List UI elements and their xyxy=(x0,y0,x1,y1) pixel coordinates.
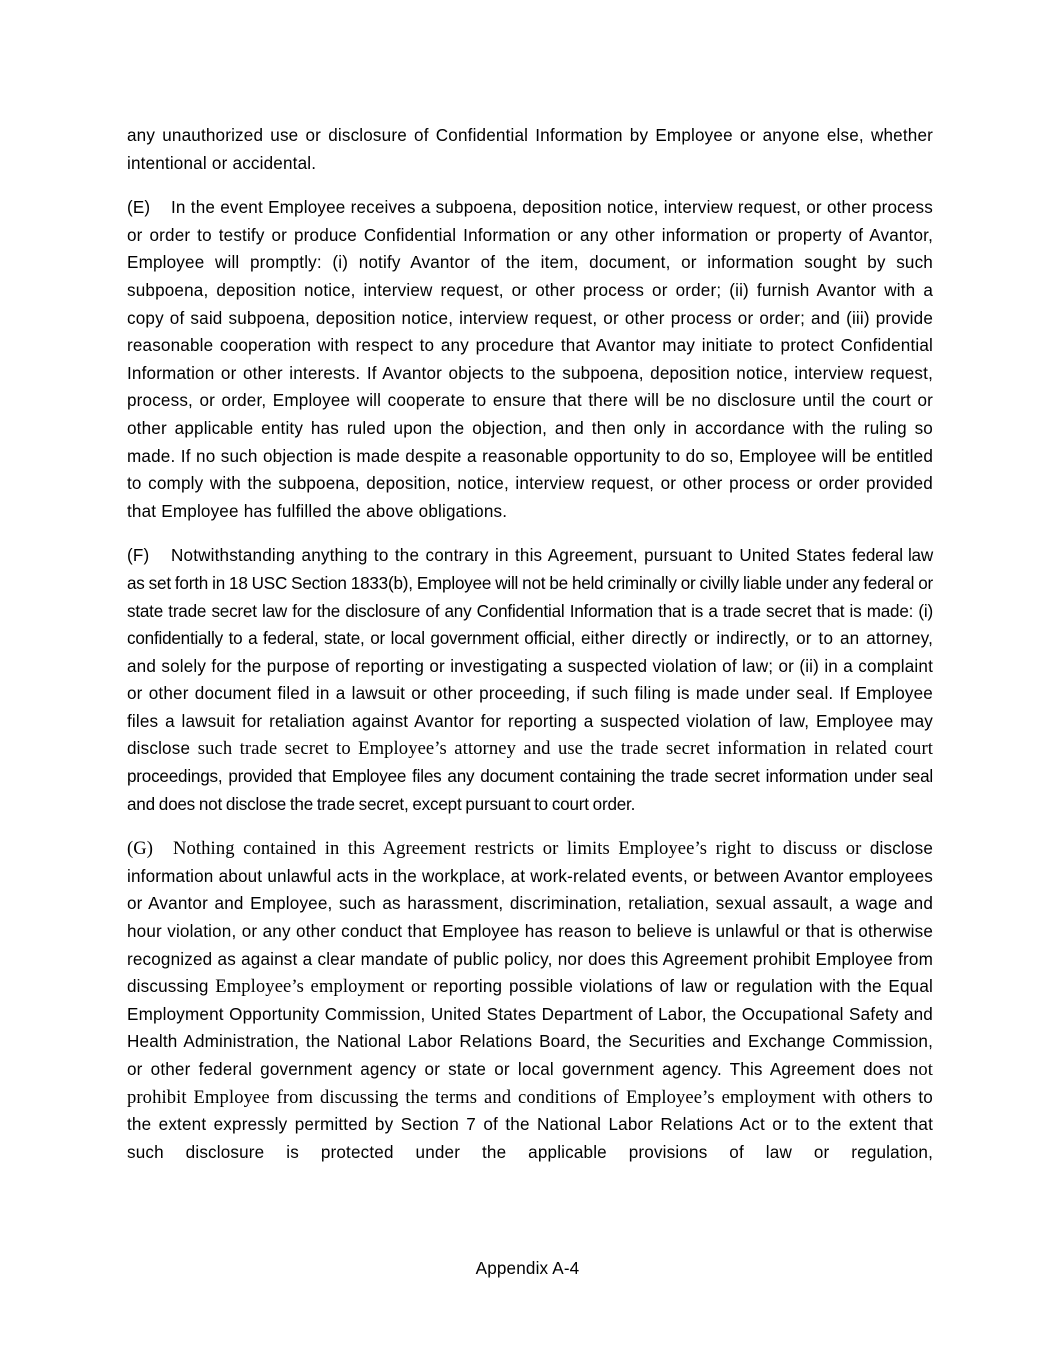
clause-g-seg-1: disclose information about unlawful acts in the workplace, at work-related events, or between Avantor employees or Avantor and Employee, such as harassment, discrimination, retaliation, sexual assault, a wage and hour violation, or any other conduct that Employee has reason to believe is unlawful or that is otherwise recognized as against a clear mandate of public policy, nor does this Agreement prohibit Employee from discussing xyxy=(127,839,933,997)
clause-g-seg-4-serif: not prohibit Employee from discussing the terms and conditions of Employee’s employment with xyxy=(127,1059,933,1108)
clause-g-seg-3: reporting possible violations of law or regulation with the Equal Employment Opportunity Commission, United States Department of Labor, the Occupational Safety and Health Administration, the National Labor Relations Board, the Securities and Exchange Commission, or other federal government agency or state or local government agency. This Agreement does xyxy=(127,977,933,1079)
clause-g-seg-0-serif: Nothing contained in this Agreement restricts or limits Employee’s right to discuss or xyxy=(173,838,870,860)
page-footer xyxy=(0,1255,1055,1283)
clause-marker-g: (G) xyxy=(127,838,154,860)
clause-f-seg-4: proceedings, provided that Employee files any document containing the trade secret information under seal and does not disclose the trade secret, except pursuant to court order. xyxy=(127,767,933,814)
clause-f-seg-1: federal law as set forth in 18 USC Section 1833(b), Employee will not be held criminally or civilly liable under any federal or state trade secret law for the disclosure of any Confidential Information that is a trade secret that is made: (i) confidentially to a federal, state, or local government official, xyxy=(127,546,933,649)
clause-marker-f: (F) xyxy=(127,546,150,566)
paragraph-continuation xyxy=(127,122,933,177)
paragraph-continuation-text: any unauthorized use or disclosure of Confidential Information by Employee or anyone else, whether intentional or accidental. xyxy=(127,126,933,173)
clause-f-seg-2: either directly or indirectly, or to an attorney, and solely for the purpose of reporting or investigating a suspected violation of law; or (ii) in a complaint or other document filed in a lawsuit or other proceeding, if such filing is made under seal. If Employee files a lawsuit for retaliation against Avantor for reporting a suspected violation of law, Employee may disclose xyxy=(127,629,933,759)
clause-marker-e: (E) xyxy=(127,198,151,218)
clause-e-text: In the event Employee receives a subpoena, deposition notice, interview request, or other process or order to testify or produce Confidential Information or any other information or property of Avantor, Employee will promptly: (i) notify Avantor of the item, document, or information sought by such subpoena, deposition notice, interview request, or other process or order; (ii) furnish Avantor with a copy of said subpoena, deposition notice, interview request, or other process or order; and (iii) provide reasonable cooperation with respect to any procedure that Avantor may initiate to protect Confidential Information or other interests. If Avantor objects to the subpoena, deposition notice, interview request, process, or order, Employee will cooperate to ensure that there will be no disclosure until the court or other applicable entity has ruled upon the objection, and then only in accordance with the ruling so made. If no such objection is made despite a reasonable opportunity to do so, Employee will be entitled to comply with the subpoena, deposition, notice, interview request, or other process or order provided that Employee has fulfilled the above obligations. xyxy=(127,198,933,521)
paragraph-clause-g xyxy=(127,835,933,1166)
document-text-column xyxy=(127,122,933,1166)
page-footer-label: Appendix A-4 xyxy=(475,1259,580,1278)
clause-f-seg-3-serif: such trade secret to Employee’s attorney and use the trade secret information in related court xyxy=(197,738,933,760)
paragraph-clause-e xyxy=(127,194,933,525)
paragraph-clause-f xyxy=(127,542,933,818)
clause-f-seg-0: Notwithstanding anything to the contrary in this Agreement, pursuant to United States xyxy=(171,546,852,566)
clause-g-seg-2-serif: Employee’s employment or xyxy=(215,976,434,998)
clause-g-seg-5: others to the extent expressly permitted by Section 7 of the National Labor Relations Act or to the extent that such disclosure is protected under the applicable provisions of law or regulation, xyxy=(127,1087,933,1162)
